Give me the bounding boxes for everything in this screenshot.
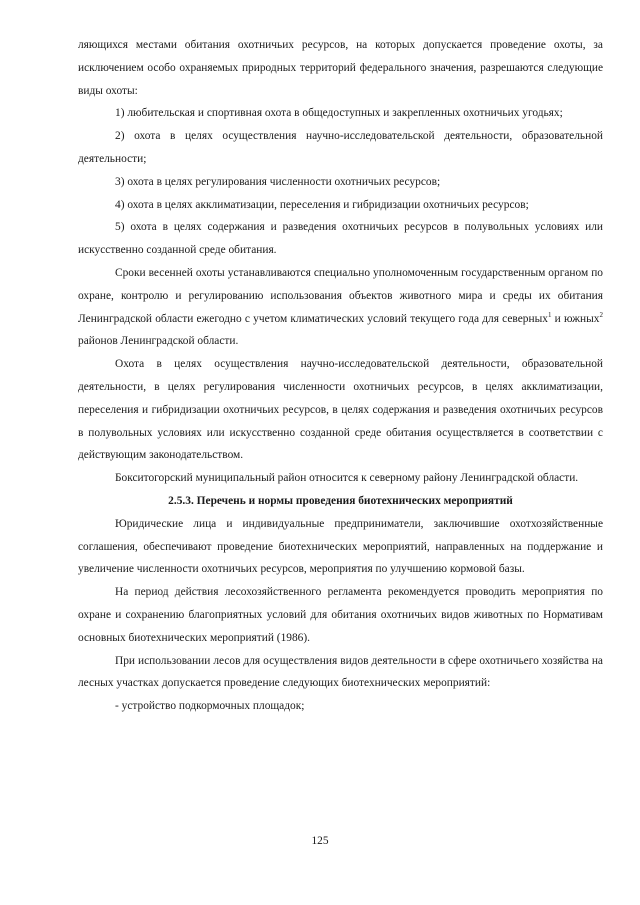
spring-hunting-paragraph [78, 262, 603, 353]
list-item-1: 1) любительская и спортивная охота в общедоступных и закрепленных охотничьих угодьях; [115, 107, 563, 120]
document-page [78, 34, 603, 718]
boksitogorsk-paragraph: Бокситогорский муниципальный район относится к северному району Ленинградской области. [115, 472, 579, 485]
forest-use-paragraph: При использовании лесов для осуществления видов деятельности в сфере охотничьего хозяйства на лесных участках допускается проведение следующих биотехнических мероприятий: [78, 654, 603, 690]
spring-text-b: и южных [551, 312, 600, 325]
bullet-item-feeding-sites: - устройство подкормочных площадок; [115, 700, 305, 713]
regulation-period-paragraph: На период действия лесохозяйственного регламента рекомендуется проводить мероприятия по охране и сохранению благоприятных условий для обитания охотничьих видов животных по Нормативам основных биотехнических мероприятий (1986). [78, 586, 603, 644]
footnote-ref-2: 2 [599, 310, 603, 319]
research-hunting-paragraph: Охота в целях осуществления научно-исследовательской деятельности, образовательной деятельности, в целях регулирования численности охотничьих ресурсов, в целях акклиматизации, переселения и гибридизации охотничьих ресурсов, в целях содержания и разведения охотничьих ресурсов в полувольных условиях или искусственно созданной среде обитания осуществляется в соответствии с действующим законодательством. [78, 358, 603, 462]
page-number: 125 [311, 835, 329, 847]
list-item-3: 3) охота в целях регулирования численности охотничьих ресурсов; [115, 175, 441, 188]
section-heading: 2.5.3. Перечень и нормы проведения биотехнических мероприятий [168, 494, 513, 507]
legal-entities-paragraph: Юридические лица и индивидуальные предприниматели, заключившие охотхозяйственные соглашения, обеспечивают проведение биотехнических мероприятий, направленных на поддержание и увеличение численности охотничьих ресурсов, мероприятия по улучшению кормовой базы. [78, 517, 603, 576]
list-item-5: 5) охота в целях содержания и разведения охотничьих ресурсов в полувольных условиях или искусственно созданной среде обитания. [78, 221, 603, 257]
spring-text-c: районов Ленинградской области. [78, 335, 239, 348]
list-item-2: 2) охота в целях осуществления научно-исследовательской деятельности, образовательной деятельности; [78, 130, 603, 165]
footnote-ref-1: 1 [547, 310, 552, 319]
list-item-4: 4) охота в целях акклиматизации, переселения и гибридизации охотничьих ресурсов; [115, 198, 529, 211]
spring-text-a: Сроки весенней охоты устанавливаются специально уполномоченным государственным органом по охране, контролю и регулированию использования объектов животного мира и среды их обитания Ленинградской области ежегодно с учетом климатических условий текущего года для северных [78, 266, 603, 325]
intro-paragraph: ляющихся местами обитания охотничьих ресурсов, на которых допускается проведение охоты, за исключением особо охраняемых природных территорий федерального значения, разрешаются следующие виды охоты: [78, 39, 603, 97]
